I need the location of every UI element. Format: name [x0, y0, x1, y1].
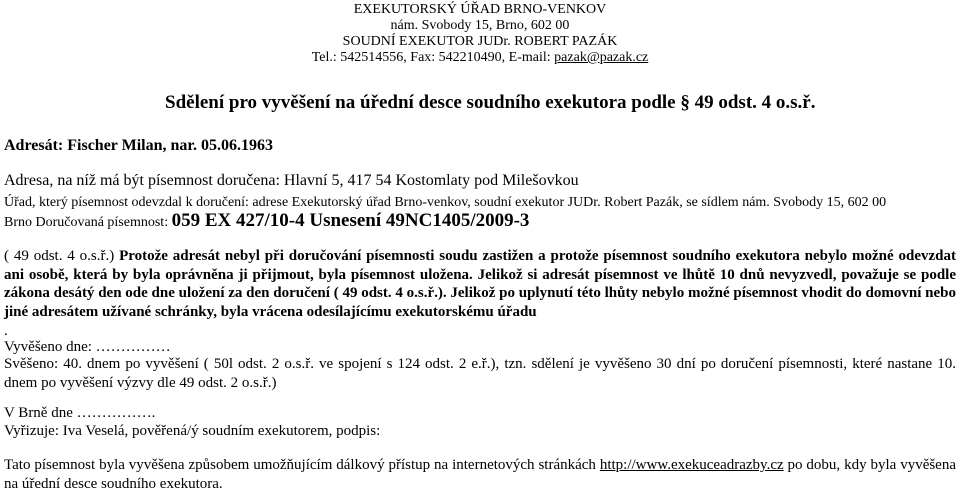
address-line: Adresa, na níž má být písemnost doručena: Hlavní 5, 417 54 Kostomlaty pod Milešovkou — [4, 172, 579, 189]
office-street: nám. Svobody 15, Brno, 602 00 — [390, 18, 570, 33]
footer-prefix: Tato písemnost byla vyvěšena způsobem umožňujícím dálkový přístup na internetových stránkách — [4, 457, 600, 473]
document-line — [4, 210, 529, 232]
dot-line: . — [4, 323, 8, 339]
executor-name: SOUDNÍ EXEKUTOR JUDr. ROBERT PAZÁK — [342, 34, 618, 49]
footer-paragraph — [4, 456, 956, 493]
main-paragraph — [4, 247, 956, 321]
contact-prefix: Tel.: 542514556, Fax: 542210490, E-mail: — [311, 50, 555, 65]
footer-suffix: po dobu, kdy byla vyvěšena na úřední desce soudního exekutora. — [4, 457, 956, 492]
document-prefix: Brno Doručovaná písemnost: — [4, 215, 172, 230]
contact-line — [0, 50, 960, 66]
website-link[interactable]: http://www.exekuceadrazby.cz — [599, 457, 784, 473]
notice-title: Sdělení pro vyvěšení na úřední desce soudního exekutora podle § 49 odst. 4 o.s.ř. — [165, 92, 816, 113]
place-date: V Brně dne ……………. — [4, 405, 156, 421]
handled-by: Vyřizuje: Iva Veselá, pověřená/ý soudním exekutorem, podpis: — [4, 423, 381, 439]
paragraph-text: Protože adresát nebyl při doručování písemnosti soudu zastižen a protože písemnost soudního exekutora nebylo možné odevzdat ani osobě, která by byla oprávněna ji přijmout, byla písemnost uložena. Jelikož si adresát písemnost ve lhůtě 10 dnů nevyzvedl, považuje se podle zákona desátý den ode dne uložení za den doručení ( 49 odst. 4 o.s.ř.). Jelikož po uplynutí této lhůty nebylo možné písemnost vhodit do domovní nebo jiné adresátem užívané schránky, byla vrácena odesílajícímu exekutorskému úřadu — [4, 248, 957, 320]
office-line: Úřad, který písemnost odevzdal k doručení: adrese Exekutorský úřad Brno-venkov, soudní exekutor JUDr. Robert Pazák, se sídlem nám. Svobody 15, 602 00 — [4, 195, 887, 210]
posted-line: Vyvěšeno dne: …………… — [4, 339, 171, 355]
office-name: EXEKUTORSKÝ ÚŘAD BRNO-VENKOV — [353, 2, 607, 17]
office-header — [0, 2, 960, 66]
paragraph-lead: ( 49 odst. 4 o.s.ř.) — [4, 248, 120, 264]
taken-down-paragraph: Svěšeno: 40. dnem po vyvěšení ( 50l odst. 2 o.s.ř. ve spojení s 124 odst. 2 e.ř.), tzn. sdělení je vyvěšeno 30 dní po doručení písemnosti, které nastane 10. dnem po vyvěšení výzvy dle 49 odst. 2 o.s.ř.) — [4, 356, 956, 391]
addressee: Adresát: Fischer Milan, nar. 05.06.1963 — [4, 137, 274, 154]
email-link[interactable]: pazak@pazak.cz — [554, 50, 649, 65]
document-id: 059 EX 427/10-4 Usnesení 49NC1405/2009-3 — [171, 210, 530, 231]
